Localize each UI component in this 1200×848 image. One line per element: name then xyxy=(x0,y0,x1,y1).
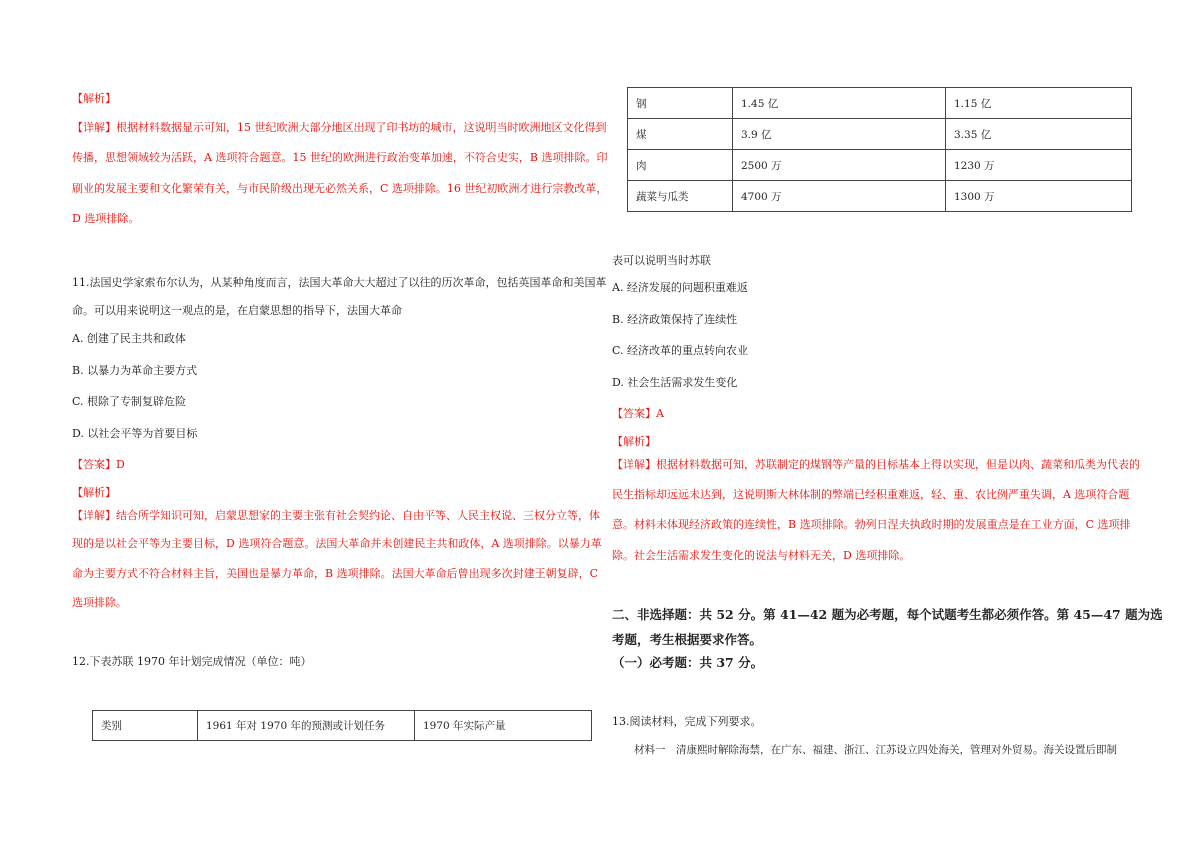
table-cell: 类别 xyxy=(93,711,198,741)
section-heading-line-1: 二、非选择题：共 52 分。第 41—42 题为必考题，每个试题考生都必须作答。第 45—47 题为选 xyxy=(612,607,1163,622)
q11-analysis-label: 【解析】 xyxy=(72,486,116,499)
table-row xyxy=(93,711,592,741)
q11-stem-line-2: 命。可以用来说明这一观点的是，在启蒙思想的指导下，法国大革命 xyxy=(72,304,402,317)
q12-detail-line-4: 除。社会生活需求发生变化的说法与材料无关，D 选项排除。 xyxy=(612,549,911,562)
q11-detail-line-4: 选项排除。 xyxy=(72,596,127,609)
q10-detail-line-4: D 选项排除。 xyxy=(72,212,140,225)
material-one-line: 材料一 清康熙时解除海禁，在广东、福建、浙江、江苏设立四处海关，管理对外贸易。海关设置后即制 xyxy=(634,744,1117,756)
table-cell: 肉 xyxy=(628,150,733,181)
q12-option-c: C. 经济改革的重点转向农业 xyxy=(612,344,749,357)
q12-table-header xyxy=(92,710,592,741)
table-cell: 1.15 亿 xyxy=(946,88,1132,119)
q12-option-d: D. 社会生活需求发生变化 xyxy=(612,376,738,389)
table-row xyxy=(628,181,1132,212)
q12-table-body xyxy=(627,87,1132,212)
table-cell: 1.45 亿 xyxy=(733,88,946,119)
q12-analysis-label: 【解析】 xyxy=(612,435,656,448)
q12-stem: 12.下表苏联 1970 年计划完成情况（单位：吨） xyxy=(72,655,312,668)
q11-option-a: A. 创建了民主共和政体 xyxy=(72,332,186,345)
q12-detail-line-1: 【详解】根据材料数据可知，苏联制定的煤钢等产量的目标基本上得以实现，但是以肉、蔬菜和瓜类为代表的 xyxy=(612,458,1140,471)
q11-option-b: B. 以暴力为革命主要方式 xyxy=(72,364,198,377)
q10-analysis-label: 【解析】 xyxy=(72,92,116,105)
table-row xyxy=(628,150,1132,181)
q12-option-a: A. 经济发展的问题积重难返 xyxy=(612,281,748,294)
table-cell: 2500 万 xyxy=(733,150,946,181)
q12-continuation: 表可以说明当时苏联 xyxy=(612,254,711,267)
q11-option-c: C. 根除了专制复辟危险 xyxy=(72,395,187,408)
q12-option-b: B. 经济政策保持了连续性 xyxy=(612,313,738,326)
table-cell: 钢 xyxy=(628,88,733,119)
table-cell: 蔬菜与瓜类 xyxy=(628,181,733,212)
q11-detail-line-3: 命为主要方式不符合材料主旨，美国也是暴力革命，B 选项排除。法国大革命后曾出现多次封建王朝复辟，C xyxy=(72,567,598,580)
q12-detail-line-2: 民生指标却远远未达到，这说明斯大林体制的弊端已经积重难返，轻、重、农比例严重失调，A 选项符合题 xyxy=(612,488,1130,501)
q11-detail-line-1: 【详解】结合所学知识可知，启蒙思想家的主要主张有社会契约论、自由平等、人民主权说、三权分立等，体 xyxy=(72,509,600,522)
q11-stem-line-1: 11.法国史学家索布尔认为，从某种角度而言，法国大革命大大超过了以往的历次革命，包括英国革命和美国革 xyxy=(72,276,607,289)
table-cell: 煤 xyxy=(628,119,733,150)
q10-detail-line-3: 刷业的发展主要和文化繁荣有关，与市民阶级出现无必然关系，C 选项排除。16 世纪初欧洲才进行宗教改革， xyxy=(72,182,608,195)
table-row xyxy=(628,88,1132,119)
q12-detail-line-3: 意。材料未体现经济政策的连续性，B 选项排除。勃列日涅夫执政时期的发展重点是在工业方面，C 选项排 xyxy=(612,518,1131,531)
table-cell: 3.9 亿 xyxy=(733,119,946,150)
q11-detail-line-2: 现的是以社会平等为主要目标，D 选项符合题意。法国大革命并未创建民主共和政体，A 选项排除。以暴力革 xyxy=(72,537,602,550)
q10-detail-line-2: 传播，思想领域较为活跃，A 选项符合题意。15 世纪的欧洲进行政治变革加速，不符合史实，B 选项排除。印 xyxy=(72,151,608,164)
table-row xyxy=(628,119,1132,150)
subsection-heading: （一）必考题：共 37 分。 xyxy=(612,655,764,670)
q12-answer: 【答案】A xyxy=(612,407,664,420)
table-cell: 1961 年对 1970 年的预测或计划任务 xyxy=(198,711,415,741)
section-heading-line-2: 考题，考生根据要求作答。 xyxy=(612,632,763,647)
table-cell: 1230 万 xyxy=(946,150,1132,181)
q11-option-d: D. 以社会平等为首要目标 xyxy=(72,427,198,440)
table-cell: 3.35 亿 xyxy=(946,119,1132,150)
table-cell: 1970 年实际产量 xyxy=(415,711,592,741)
table-cell: 4700 万 xyxy=(733,181,946,212)
q10-detail-line-1: 【详解】根据材料数据显示可知，15 世纪欧洲大部分地区出现了印书坊的城市，这说明当时欧洲地区文化得到 xyxy=(72,121,607,134)
q13-stem: 13.阅读材料，完成下列要求。 xyxy=(612,715,762,728)
q11-answer: 【答案】D xyxy=(72,458,125,471)
table-cell: 1300 万 xyxy=(946,181,1132,212)
